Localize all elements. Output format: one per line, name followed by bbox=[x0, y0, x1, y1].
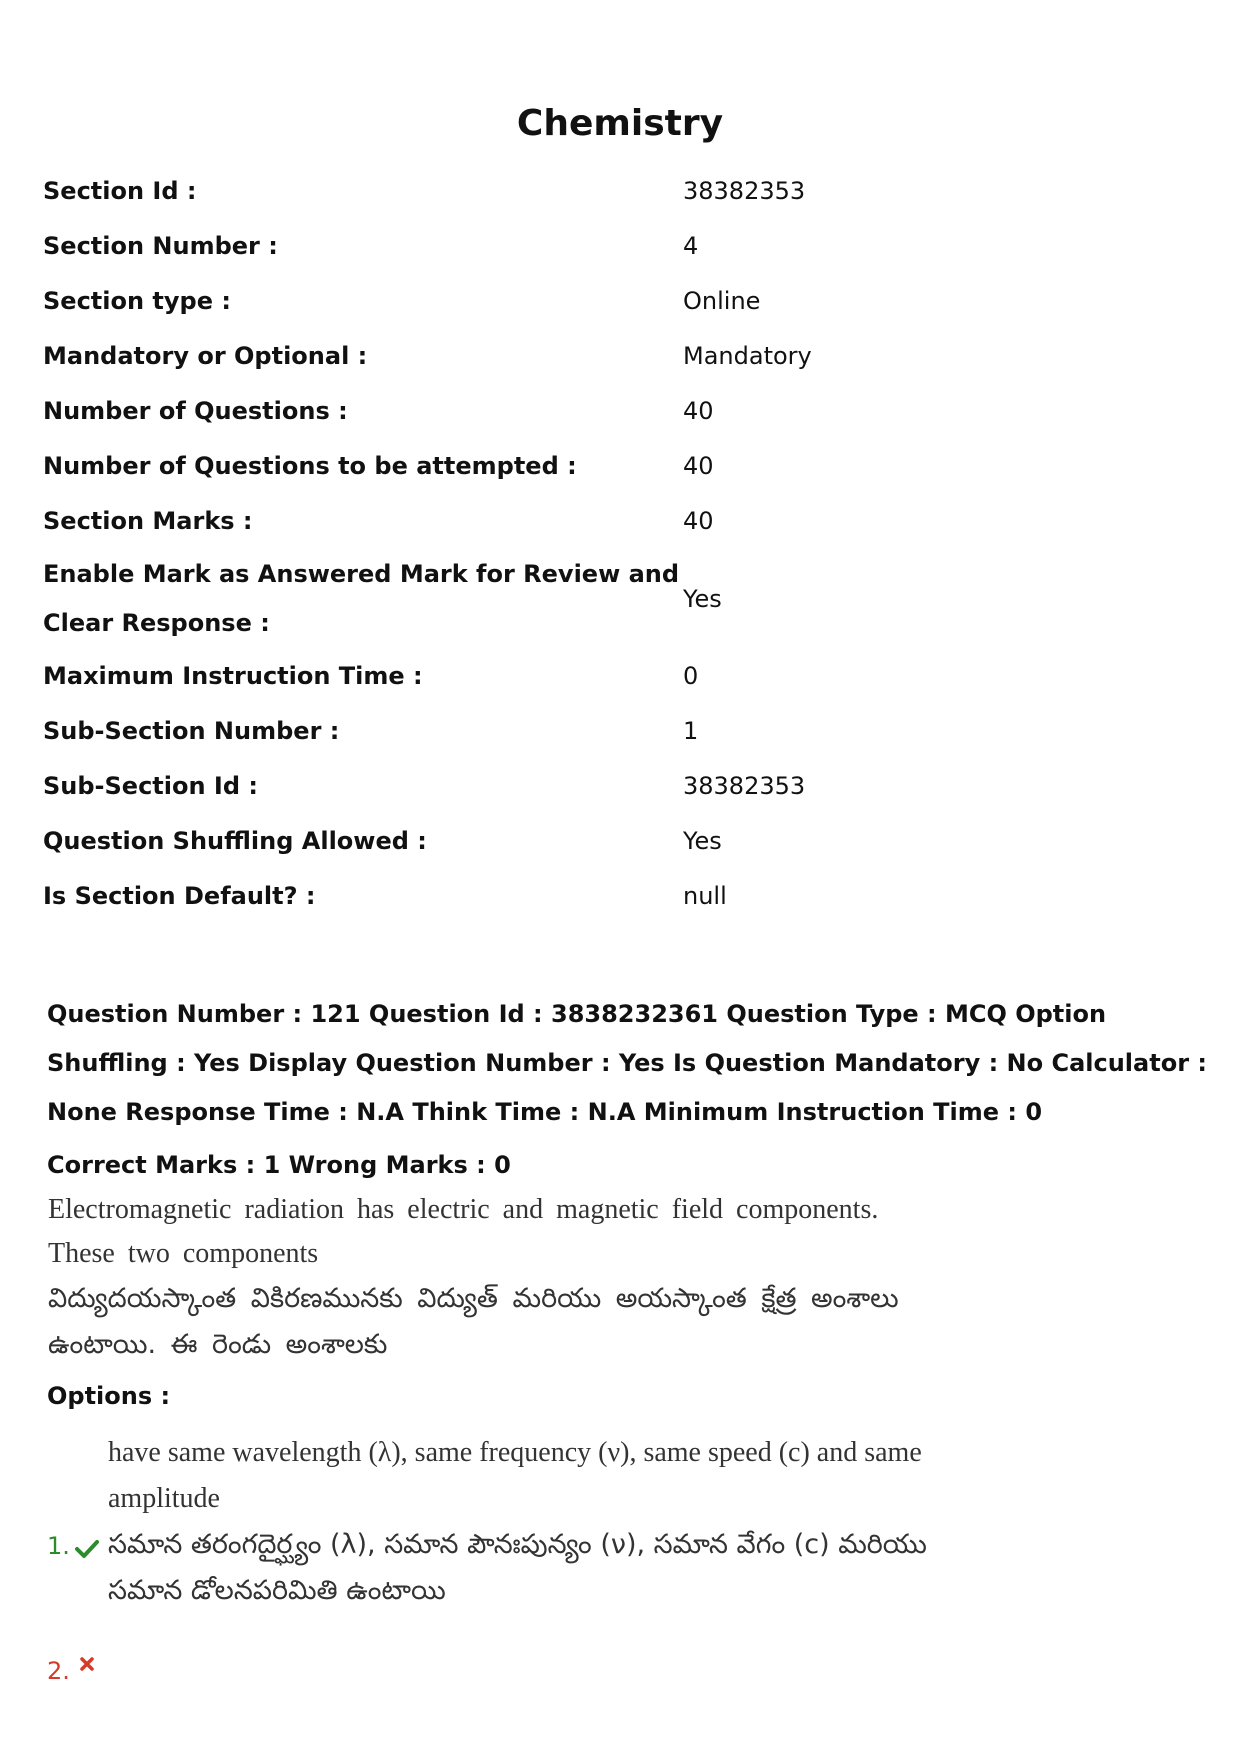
info-value: 38382353 bbox=[683, 772, 806, 800]
info-value: Yes bbox=[683, 827, 722, 855]
info-value: null bbox=[683, 882, 727, 910]
option-2[interactable] bbox=[47, 1655, 100, 1687]
info-value: 1 bbox=[683, 717, 699, 745]
option-2-number: 2. bbox=[47, 1657, 70, 1685]
question-text bbox=[48, 1188, 948, 1368]
info-label: Is Section Default? : bbox=[43, 882, 316, 910]
info-row bbox=[43, 164, 1193, 219]
info-label: Number of Questions : bbox=[43, 397, 348, 425]
question-text-telugu: విద్యుదయస్కాంత వికిరణమునకు విద్యుత్ మరియు అయస్కాంత క్షేత్ర అంశాలు ఉంటాయి. ఈ రెండు అంశాలకు bbox=[48, 1283, 899, 1360]
info-label: Sub-Section Number : bbox=[43, 717, 340, 745]
info-label: Number of Questions to be attempted : bbox=[43, 452, 577, 480]
info-row bbox=[43, 274, 1193, 329]
info-row bbox=[43, 704, 1193, 759]
section-info-table bbox=[43, 164, 1193, 924]
info-label: Sub-Section Id : bbox=[43, 772, 258, 800]
info-row bbox=[43, 869, 1193, 924]
info-label: Mandatory or Optional : bbox=[43, 342, 368, 370]
info-row bbox=[43, 649, 1193, 704]
page-title: Chemistry bbox=[516, 103, 724, 144]
info-row bbox=[43, 494, 1193, 549]
info-value: Yes bbox=[683, 584, 722, 613]
option-1-text bbox=[108, 1430, 1008, 1614]
cross-icon bbox=[74, 1655, 100, 1687]
info-label: Enable Mark as Answered Mark for Review and Clear Response : bbox=[43, 560, 680, 637]
info-value: 40 bbox=[683, 452, 714, 480]
info-row bbox=[43, 759, 1193, 814]
option-1-text-telugu: సమాన తరంగదైర్ఘ్యం (λ), సమాన పౌనఃపున్యం (ν), సమాన వేగం (c) మరియు సమాన డోలనపరిమితి ఉంటాయి bbox=[108, 1529, 927, 1606]
info-row bbox=[43, 439, 1193, 494]
info-label: Maximum Instruction Time : bbox=[43, 662, 423, 690]
info-row bbox=[43, 549, 1193, 649]
info-row bbox=[43, 814, 1193, 869]
info-label: Question Shuffling Allowed : bbox=[43, 827, 427, 855]
info-row bbox=[43, 329, 1193, 384]
info-value: Mandatory bbox=[683, 342, 812, 370]
options-label: Options : bbox=[47, 1382, 171, 1410]
info-value: 40 bbox=[683, 507, 714, 535]
question-text-english: Electromagnetic radiation has electric and magnetic field components. These two components bbox=[48, 1194, 879, 1269]
info-value: 40 bbox=[683, 397, 714, 425]
option-1[interactable] bbox=[47, 1530, 100, 1562]
info-label: Section Marks : bbox=[43, 507, 253, 535]
info-label: Section Id : bbox=[43, 177, 197, 205]
info-label: Section type : bbox=[43, 287, 231, 315]
info-value: Online bbox=[683, 287, 761, 315]
question-meta: Question Number : 121 Question Id : 3838232361 Question Type : MCQ Option Shuffling : Yes Display Question Number : Yes Is Question Mandatory : No Calculator : None Response Time : N.A Think Time : N.A Minimum Instruction Time : 0 bbox=[47, 1000, 1207, 1126]
info-row bbox=[43, 219, 1193, 274]
info-value: 4 bbox=[683, 232, 699, 260]
info-row bbox=[43, 384, 1193, 439]
info-value: 0 bbox=[683, 662, 699, 690]
checkmark-icon bbox=[74, 1530, 100, 1562]
question-marks: Correct Marks : 1 Wrong Marks : 0 bbox=[47, 1151, 511, 1179]
option-1-number: 1. bbox=[47, 1532, 70, 1560]
info-label: Section Number : bbox=[43, 232, 278, 260]
option-1-text-english: have same wavelength (λ), same frequency (ν), same speed (c) and same amplitude bbox=[108, 1437, 922, 1514]
info-value: 38382353 bbox=[683, 177, 806, 205]
